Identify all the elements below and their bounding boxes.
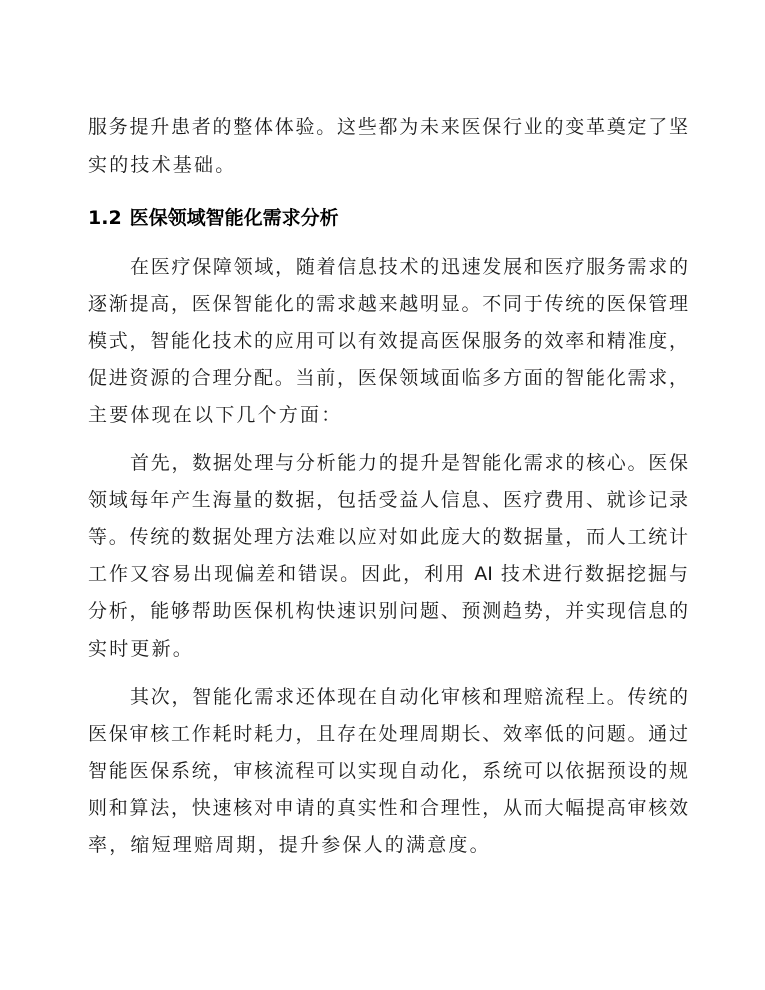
paragraph-2-line-3: 等。传统的数据处理方法难以应对如此庞大的数据量，而人工统计	[88, 526, 688, 548]
paragraph-1-line-2: 逐渐提高，医保智能化的需求越来越明显。不同于传统的医保管理	[88, 293, 688, 315]
section-heading	[88, 205, 339, 231]
section-title: 医保领域智能化需求分析	[129, 207, 339, 229]
paragraph-2-line-6: 实时更新。	[88, 638, 195, 660]
paragraph-1-line-1: 在医疗保障领域，随着信息技术的迅速发展和医疗服务需求的	[130, 256, 688, 278]
section-number: 1.2	[88, 207, 122, 229]
intro-line-1: 服务提升患者的整体体验。这些都为未来医保行业的变革奠定了坚	[88, 116, 688, 138]
paragraph-1-line-5: 主要体现在以下几个方面：	[88, 404, 343, 426]
paragraph-3-line-1: 其次，智能化需求还体现在自动化审核和理赔流程上。传统的	[130, 686, 688, 708]
paragraph-3-line-5: 率，缩短理赔周期，提升参保人的满意度。	[88, 834, 491, 856]
paragraph-2-line-5: 分析，能够帮助医保机构快速识别问题、预测趋势，并实现信息的	[88, 600, 688, 622]
intro-line-2: 实的技术基础。	[88, 154, 237, 176]
paragraph-2-line-1: 首先，数据处理与分析能力的提升是智能化需求的核心。医保	[130, 452, 688, 474]
paragraph-3-line-3: 智能医保系统，审核流程可以实现自动化，系统可以依据预设的规	[88, 760, 688, 782]
paragraph-2-line-4: 工作又容易出现偏差和错误。因此，利用 AI 技术进行数据挖掘与	[88, 563, 688, 585]
paragraph-1-line-3: 模式，智能化技术的应用可以有效提高医保服务的效率和精准度，	[88, 330, 688, 352]
paragraph-3-line-2: 医保审核工作耗时耗力，且存在处理周期长、效率低的问题。通过	[88, 723, 688, 745]
paragraph-2-line-2: 领域每年产生海量的数据，包括受益人信息、医疗费用、就诊记录	[88, 489, 688, 511]
paragraph-3-line-4: 则和算法，快速核对申请的真实性和合理性，从而大幅提高审核效	[88, 797, 688, 819]
paragraph-1-line-4: 促进资源的合理分配。当前，医保领域面临多方面的智能化需求，	[88, 367, 688, 389]
